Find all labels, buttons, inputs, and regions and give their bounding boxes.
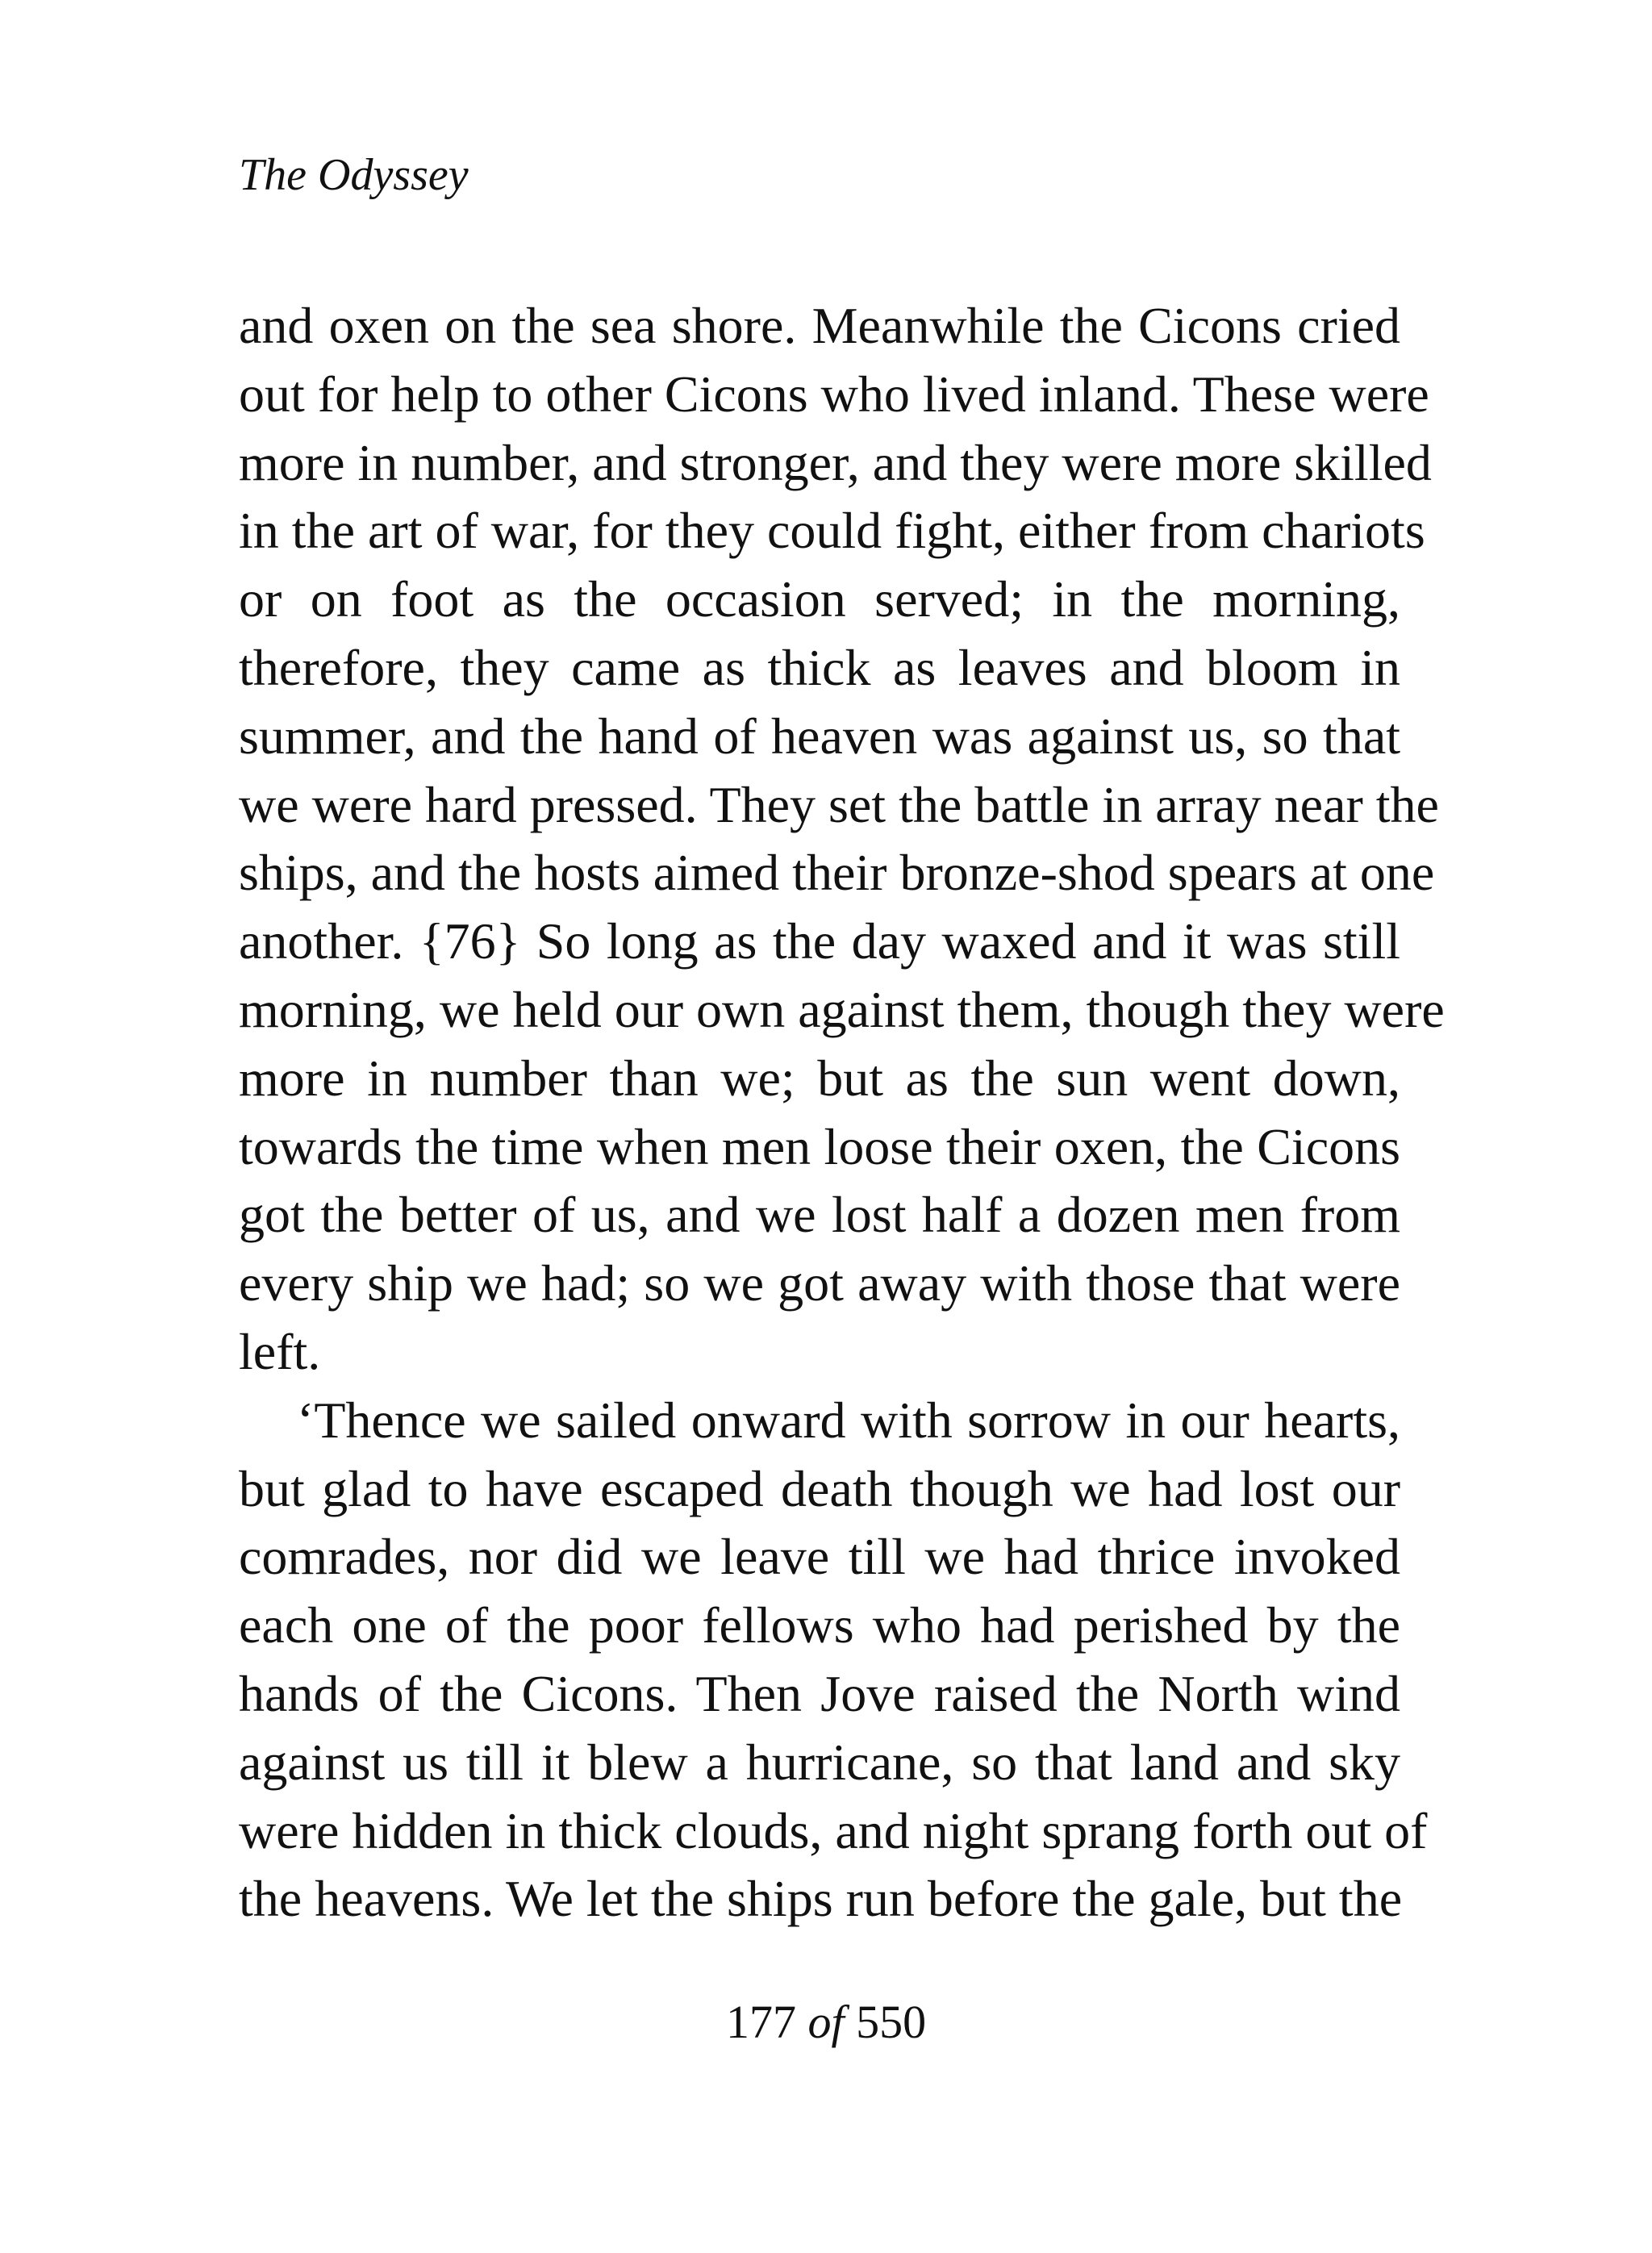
text-line: more in number than we; but as the sun went down, bbox=[239, 1049, 1400, 1107]
page-number bbox=[0, 1994, 1652, 2051]
page-of-label: of bbox=[807, 1996, 845, 2048]
text-line: ships, and the hosts aimed their bronze-shod spears at one bbox=[239, 844, 1435, 902]
current-page-number: 177 bbox=[725, 1996, 796, 2048]
text-line: summer, and the hand of heaven was against us, so that bbox=[239, 707, 1400, 765]
text-line: and oxen on the sea shore. Meanwhile the Cicons cried bbox=[239, 297, 1400, 354]
paragraph bbox=[239, 1387, 1428, 1934]
text-line: each one of the poor fellows who had perished by the bbox=[239, 1596, 1400, 1654]
text-line: every ship we had; so we got away with those that were bbox=[239, 1254, 1400, 1312]
running-header-title: The Odyssey bbox=[239, 150, 469, 200]
text-line: were hidden in thick clouds, and night sprang forth out of bbox=[239, 1801, 1428, 1859]
text-line: more in number, and stronger, and they were more skilled bbox=[239, 433, 1432, 491]
total-pages-number: 550 bbox=[856, 1996, 927, 2048]
text-line: out for help to other Cicons who lived inland. These were bbox=[239, 365, 1429, 423]
text-line: or on foot as the occasion served; in the morning, bbox=[239, 570, 1400, 628]
text-line: the heavens. We let the ships run before the gale, but the bbox=[239, 1870, 1403, 1928]
text-line: hands of the Cicons. Then Jove raised the North wind bbox=[239, 1664, 1400, 1722]
text-line: towards the time when men loose their oxen, the Cicons bbox=[239, 1117, 1400, 1175]
text-line: got the better of us, and we lost half a dozen men from bbox=[239, 1186, 1400, 1244]
text-line: left. bbox=[239, 1322, 321, 1380]
text-line: therefore, they came as thick as leaves and bloom in bbox=[239, 638, 1400, 696]
text-line: in the art of war, for they could fight, either from chariots bbox=[239, 502, 1425, 560]
text-line: another. {76} So long as the day waxed and it was still bbox=[239, 912, 1400, 970]
text-line: but glad to have escaped death though we had lost our bbox=[239, 1459, 1400, 1517]
text-line: against us till it blew a hurricane, so that land and sky bbox=[239, 1733, 1400, 1791]
text-line: comrades, nor did we leave till we had thrice invoked bbox=[239, 1528, 1400, 1586]
text-line: morning, we held our own against them, though they were bbox=[239, 980, 1445, 1038]
text-line: we were hard pressed. They set the battle in array near the bbox=[239, 775, 1439, 833]
body-text bbox=[239, 292, 1445, 1934]
paragraph bbox=[239, 292, 1445, 1387]
text-line: ‘Thence we sailed onward with sorrow in our hearts, bbox=[297, 1391, 1400, 1449]
